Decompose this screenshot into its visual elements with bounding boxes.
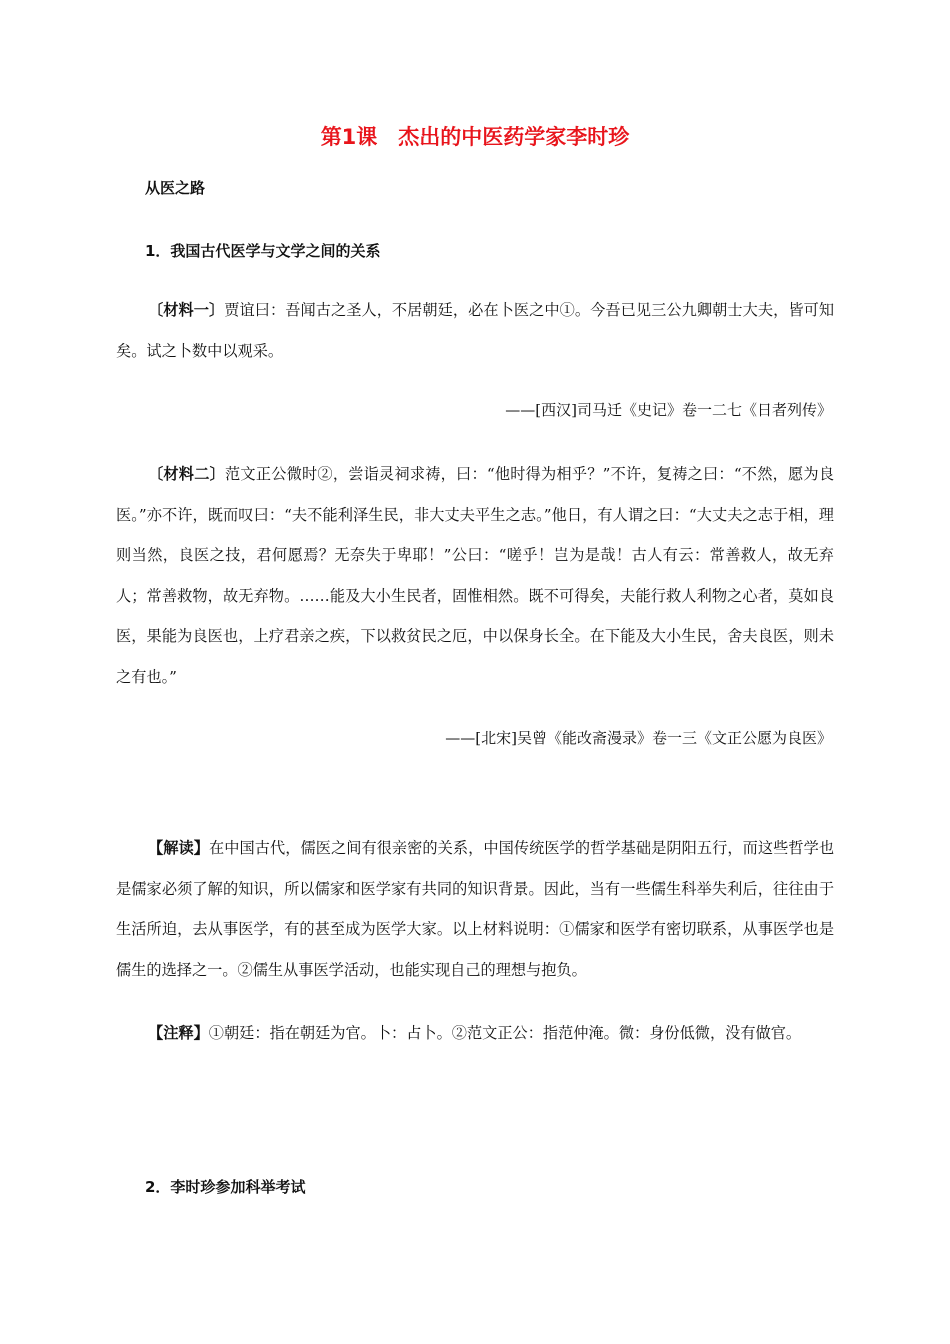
material-1-label: 〔材料一〕 <box>148 301 225 319</box>
material-1-source: ——[西汉]司马迁《史记》卷一二七《日者列传》 <box>505 401 832 419</box>
notes-text: ①朝廷：指在朝廷为官。卜：占卜。②范文正公：指范仲淹。微：身份低微，没有做官。 <box>208 1024 802 1042</box>
material-2-paragraph <box>116 454 834 697</box>
material-2-label: 〔材料二〕 <box>148 465 226 483</box>
material-1-text: 贾谊曰：吾闻古之圣人，不居朝廷，必在卜医之中①。今吾已见三公九卿朝士大夫，皆可知矣。试之卜数中以观采。 <box>116 301 835 360</box>
interpretation-paragraph <box>116 828 834 990</box>
notes-paragraph <box>116 1013 834 1054</box>
interpretation-label: 【解读】 <box>148 839 209 857</box>
lesson-title: 第1课 杰出的中医药学家李时珍 <box>320 125 630 149</box>
notes-label: 【注释】 <box>148 1024 209 1042</box>
interpretation-text: 在中国古代，儒医之间有很亲密的关系，中国传统医学的哲学基础是阴阳五行，而这些哲学也是儒家必须了解的知识，所以儒家和医学家有共同的知识背景。因此，当有一些儒生科举失利后，往往由于生活所迫，去从事医学，有的甚至成为医学大家。以上材料说明：①儒家和医学有密切联系，从事医学也是儒生的选择之一。②儒生从事医学活动，也能实现自己的理想与抱负。 <box>116 839 835 979</box>
material-1-paragraph <box>116 290 834 371</box>
material-2-text: 范文正公微时②，尝诣灵祠求祷，曰：“他时得为相乎？”不许，复祷之曰：“不然，愿为良医。”亦不许，既而叹曰：“夫不能利泽生民，非大丈夫平生之志。”他日，有人谓之曰：“大丈夫之志于相，理则当然，良医之技，君何愿焉？无奈失于卑耶！”公曰：“嗟乎！岂为是哉！古人有云：常善救人，故无弃人；常善救物，故无弃物。……能及大小生民者，固惟相然。既不可得矣，夫能行救人利物之心者，莫如良医，果能为良医也，上疗君亲之疾，下以救贫民之厄，中以保身长全。在下能及大小生民，舍夫良医，则未之有也。” <box>116 465 835 686</box>
section-heading: 从医之路 <box>145 179 206 197</box>
topic-2-heading: 2．李时珍参加科举考试 <box>145 1178 306 1196</box>
topic-1-heading: 1．我国古代医学与文学之间的关系 <box>145 242 381 260</box>
material-2-source: ——[北宋]吴曾《能改斋漫录》卷一三《文正公愿为良医》 <box>445 729 832 747</box>
